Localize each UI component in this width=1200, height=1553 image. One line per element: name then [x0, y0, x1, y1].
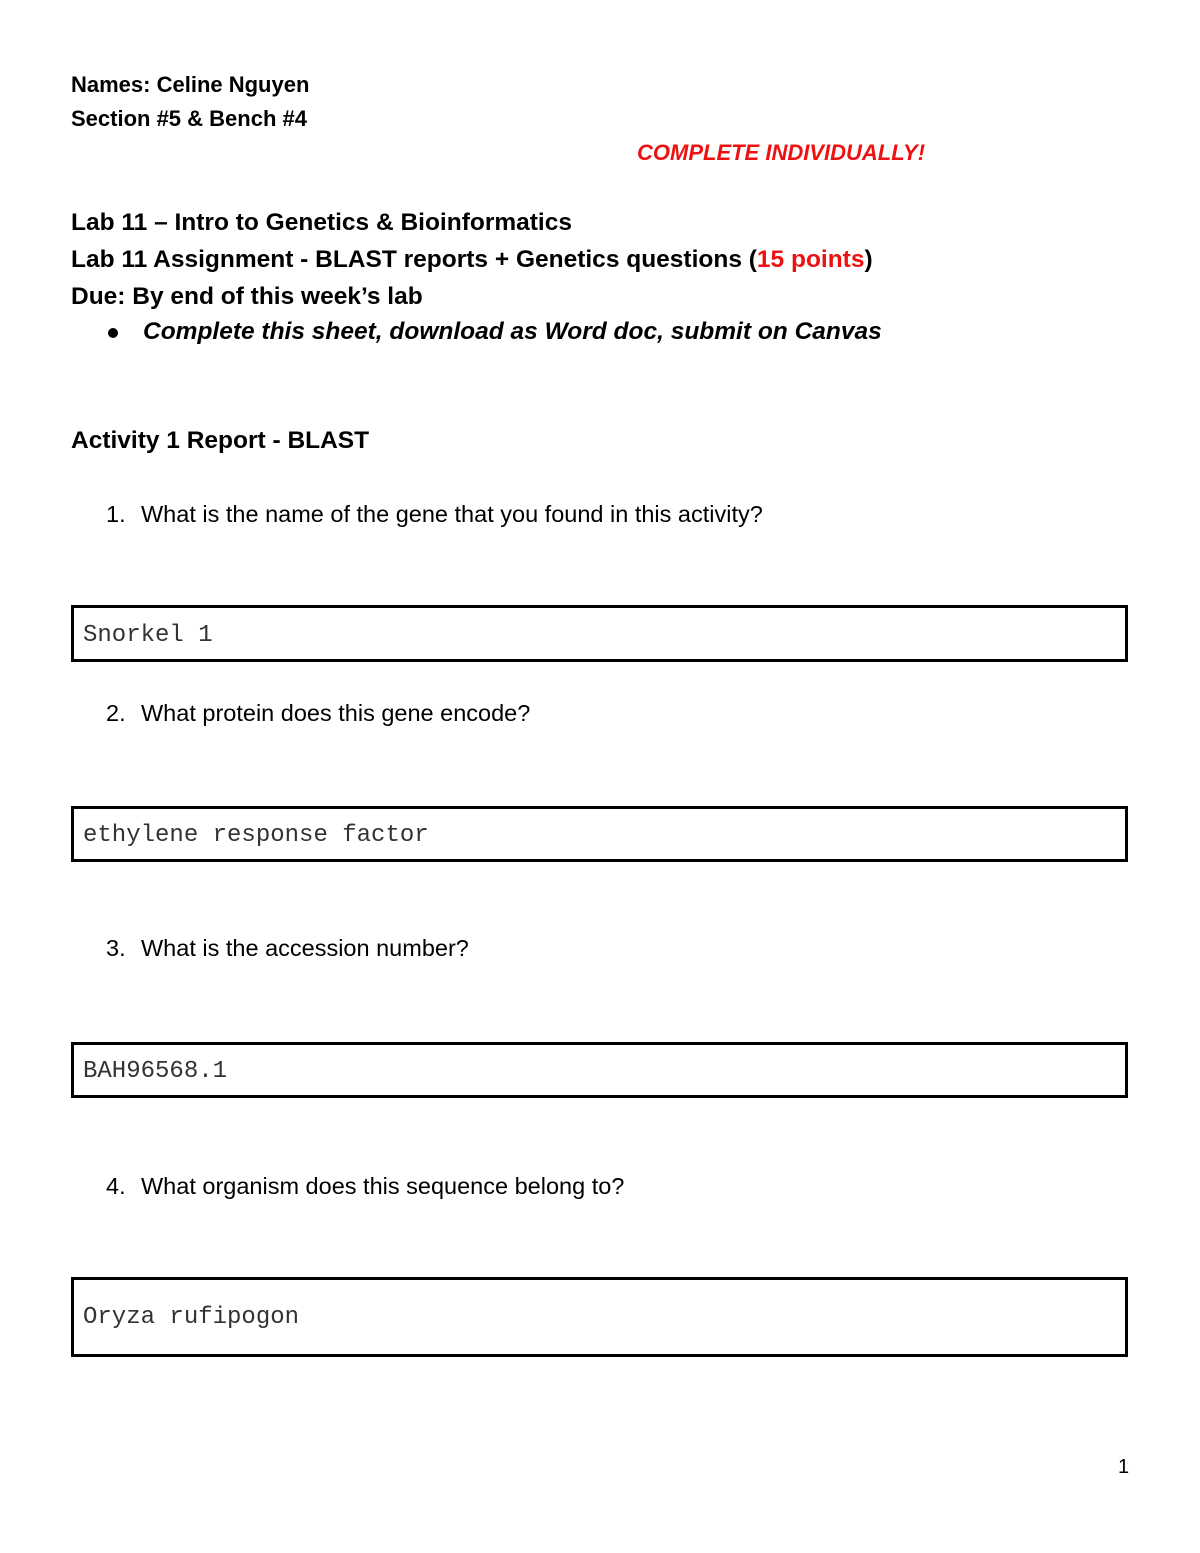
instruction-text: Complete this sheet, download as Word doc, submit on Canvas [143, 318, 882, 345]
complete-individually-note: COMPLETE INDIVIDUALLY! [637, 140, 926, 165]
question-text: What is the accession number? [141, 935, 469, 961]
question-number: 1. [106, 501, 126, 527]
question-number: 2. [106, 700, 126, 726]
question-number: 4. [106, 1173, 126, 1199]
assignment-prefix: Lab 11 Assignment - BLAST reports + Genetics questions ( [71, 246, 757, 273]
question-text: What is the name of the gene that you found in this activity? [141, 501, 763, 527]
answer-text: Snorkel 1 [83, 622, 213, 649]
names-line: Names: Celine Nguyen [71, 72, 310, 97]
answer-box-4[interactable] [71, 1277, 1128, 1357]
activity-title: Activity 1 Report - BLAST [71, 427, 370, 454]
instruction-bullet [108, 318, 882, 346]
question-4 [106, 1173, 624, 1200]
question-2 [106, 700, 530, 727]
answer-text: ethylene response factor [83, 822, 429, 849]
question-text: What organism does this sequence belong to? [141, 1173, 625, 1199]
page-number: 1 [1118, 1456, 1130, 1478]
question-3 [106, 935, 469, 962]
lab-title: Lab 11 – Intro to Genetics & Bioinformatics [71, 209, 572, 236]
assignment-line [71, 246, 873, 274]
answer-box-2[interactable] [71, 806, 1128, 862]
question-number: 3. [106, 935, 126, 961]
due-line: Due: By end of this week’s lab [71, 283, 423, 310]
bullet-icon [108, 328, 118, 338]
question-text: What protein does this gene encode? [141, 700, 531, 726]
answer-text: Oryza rufipogon [83, 1304, 300, 1331]
question-1 [106, 501, 763, 528]
assignment-suffix: ) [864, 246, 873, 273]
assignment-points: 15 points [756, 246, 865, 273]
answer-text: BAH96568.1 [83, 1058, 228, 1085]
answer-box-1[interactable] [71, 605, 1128, 662]
answer-box-3[interactable] [71, 1042, 1128, 1098]
section-bench-line: Section #5 & Bench #4 [71, 106, 307, 131]
